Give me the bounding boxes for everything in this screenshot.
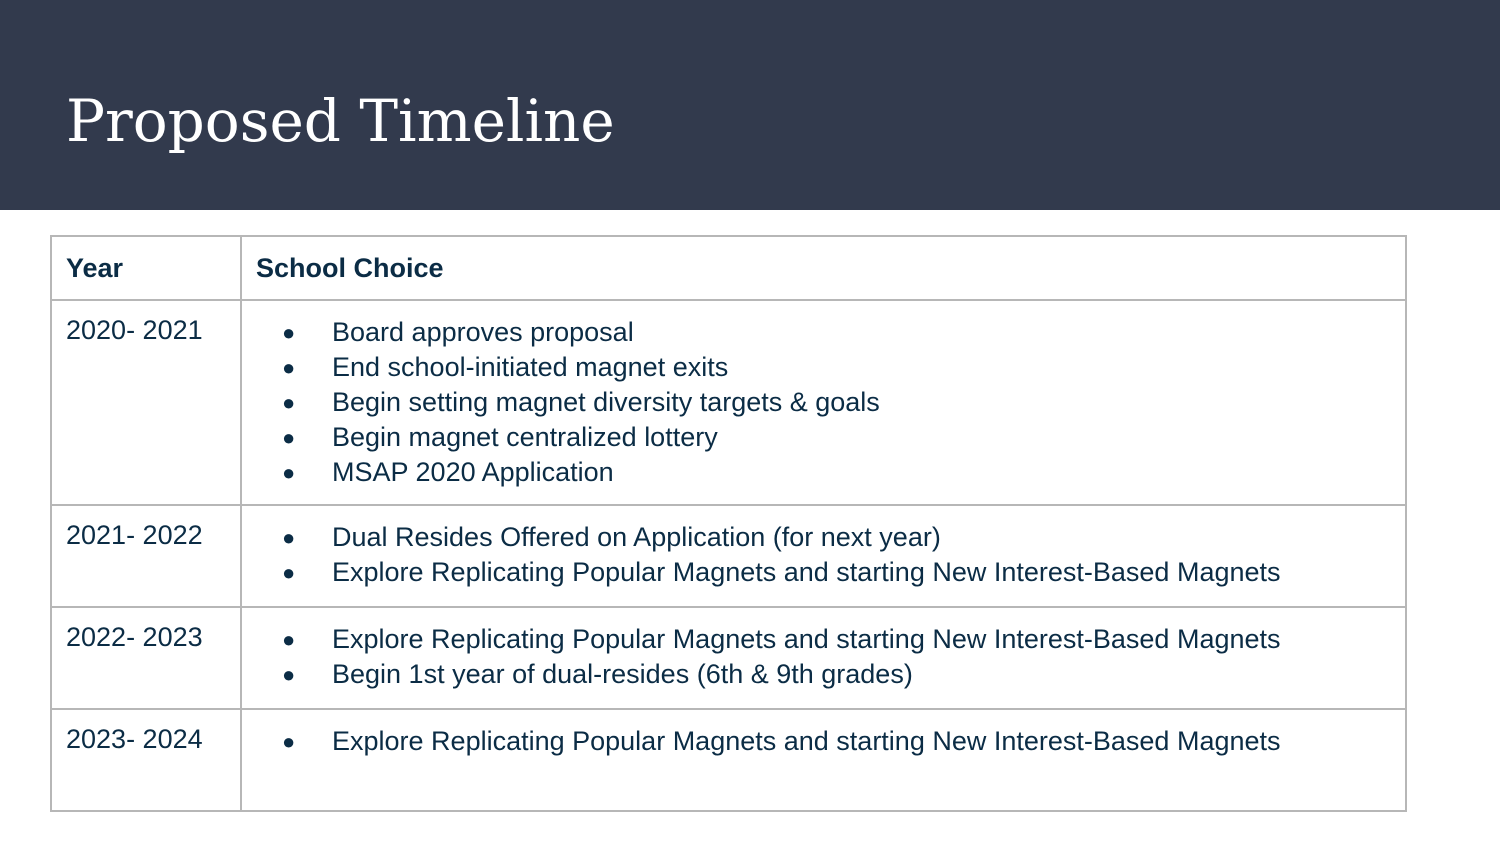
list-item [256, 455, 1391, 490]
bullet-icon: ● [282, 460, 296, 485]
table-row [51, 505, 1406, 607]
year-cell: 2022- 2023 [51, 607, 241, 709]
list-item-text: Begin magnet centralized lottery [332, 422, 718, 452]
title-banner [0, 0, 1500, 210]
bullet-icon: ● [282, 390, 296, 415]
list-item-text: Dual Resides Offered on Application (for next year) [332, 522, 941, 552]
list-item [256, 315, 1391, 350]
year-cell: 2021- 2022 [51, 505, 241, 607]
bullet-icon: ● [282, 560, 296, 585]
bullet-list [256, 520, 1391, 590]
list-item [256, 385, 1391, 420]
bullet-list [256, 622, 1391, 692]
list-item-text: Explore Replicating Popular Magnets and starting New Interest-Based Magnets [332, 726, 1281, 756]
items-cell [241, 709, 1406, 811]
year-cell: 2020- 2021 [51, 300, 241, 505]
list-item-text: MSAP 2020 Application [332, 457, 614, 487]
table-header-row [51, 236, 1406, 300]
list-item-text: Explore Replicating Popular Magnets and starting New Interest-Based Magnets [332, 557, 1281, 587]
list-item-text: Board approves proposal [332, 317, 634, 347]
list-item [256, 555, 1391, 590]
list-item [256, 520, 1391, 555]
slide-title: Proposed Timeline [66, 87, 615, 155]
bullet-icon: ● [282, 729, 296, 754]
list-item-text: Begin 1st year of dual-resides (6th & 9th grades) [332, 659, 913, 689]
bullet-icon: ● [282, 320, 296, 345]
bullet-icon: ● [282, 355, 296, 380]
items-cell [241, 300, 1406, 505]
bullet-icon: ● [282, 627, 296, 652]
list-item [256, 350, 1391, 385]
year-cell: 2023- 2024 [51, 709, 241, 811]
bullet-list [256, 315, 1391, 490]
list-item-text: Begin setting magnet diversity targets & goals [332, 387, 880, 417]
bullet-icon: ● [282, 525, 296, 550]
list-item-text: Explore Replicating Popular Magnets and starting New Interest-Based Magnets [332, 624, 1281, 654]
list-item [256, 724, 1391, 759]
list-item-text: End school-initiated magnet exits [332, 352, 729, 382]
bullet-icon: ● [282, 425, 296, 450]
table-row [51, 300, 1406, 505]
timeline-table [50, 235, 1407, 812]
bullet-list [256, 724, 1391, 759]
school-choice-column-header: School Choice [241, 236, 1406, 300]
table-row [51, 607, 1406, 709]
table-row [51, 709, 1406, 811]
list-item [256, 622, 1391, 657]
bullet-icon: ● [282, 662, 296, 687]
list-item [256, 657, 1391, 692]
items-cell [241, 505, 1406, 607]
items-cell [241, 607, 1406, 709]
year-column-header: Year [51, 236, 241, 300]
list-item [256, 420, 1391, 455]
